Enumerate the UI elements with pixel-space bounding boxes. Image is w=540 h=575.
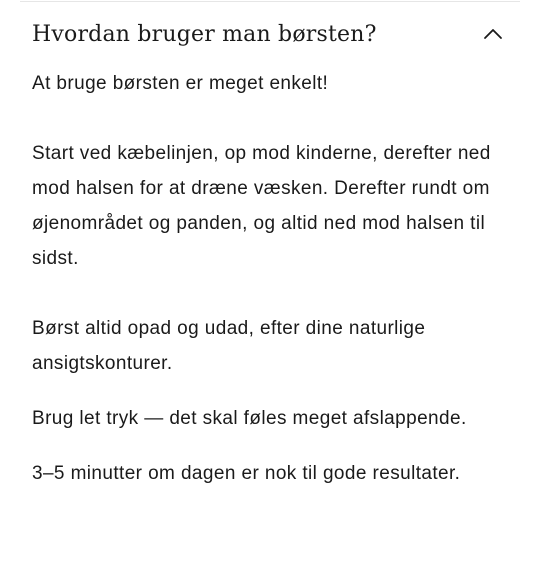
answer-paragraph-route: Start ved kæbelinjen, op mod kinderne, derefter ned mod halsen for at dræne væsken. Derefter rundt om øjenområdet og panden, og altid ned mod halsen til sidst.	[32, 143, 491, 269]
answer-paragraph-pressure: Brug let tryk — det skal føles meget afslappende.	[32, 408, 467, 429]
top-divider	[20, 1, 520, 2]
faq-question-toggle[interactable]	[32, 14, 504, 54]
answer-paragraph-direction: Børst altid opad og udad, efter dine naturlige ansigtskonturer.	[32, 318, 426, 374]
answer-paragraph-intro: At bruge børsten er meget enkelt!	[32, 73, 329, 94]
chevron-up-icon[interactable]	[482, 23, 504, 45]
faq-question: Hvordan bruger man børsten?	[32, 21, 377, 47]
faq-answer	[32, 66, 516, 491]
answer-paragraph-duration: 3–5 minutter om dagen er nok til gode resultater.	[32, 463, 461, 484]
